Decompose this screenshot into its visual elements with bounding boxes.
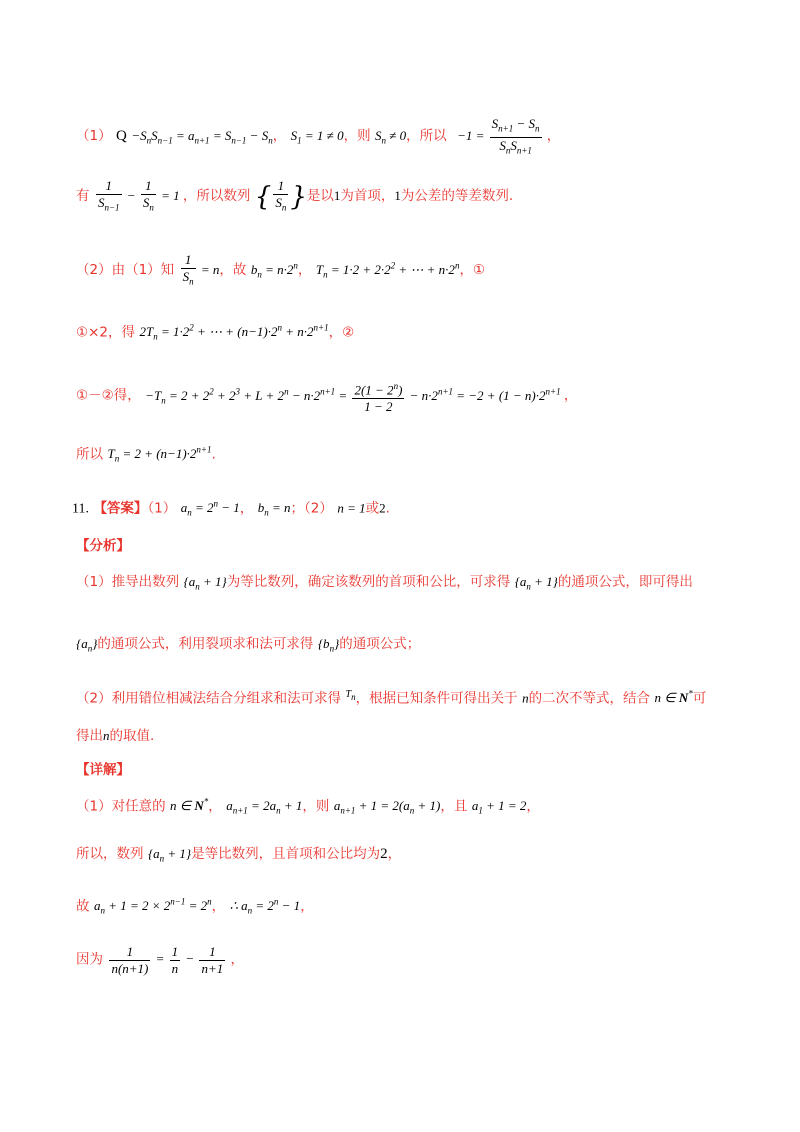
therefore-symbol: Q: [116, 128, 127, 145]
tn-sum: $T_n = 1\cdot 2 + 2\cdot 2^2$ + ⋯ + $n\cdot 2^n$: [315, 260, 460, 280]
part1-equation: $-S_nS_{n-1} = a_{n+1} = S_{n-1} - S_n$: [131, 128, 273, 146]
detail-line4: 因为 $\frac{1}{n(n+1)}$ = $\frac{1}{n}$ − $\frac{1}{n+1}$ ，: [76, 944, 244, 976]
diff-equation: $\frac{1}{S_{n-1}}$ − $\frac{1}{S_n}$ = 1: [97, 178, 183, 213]
analysis-line1: （1）推导出数列 $\{a_n + 1\}$为等比数列，确定该数列的首项和公比，可求得 $\{a_n + 1\}$的通项公式，即可得出: [76, 574, 693, 592]
tn-result: $T_n = 2 + (n-1)\cdot 2^{n+1}$: [107, 445, 212, 464]
recip-equation: −1 = $\frac{S_{n+1} - S_n}{S_nS_{n+1}}$: [457, 116, 540, 156]
analysis-tag: 【分析】: [76, 538, 130, 554]
q11-answer-line: 11. 【答案】（1） $a_n = 2^n - 1$， $b_n = n$；（2） n = 1或2.: [72, 499, 390, 518]
part1-label: （1）: [76, 128, 112, 145]
detail-tag: 【详解】: [76, 762, 130, 778]
part2-line2: ①×2，得 $2T_n = 1\cdot 2^2$ + ⋯ + $(n-1)\cdot 2^n + n\cdot 2^{n+1}$，②: [76, 323, 355, 342]
part2-line4: 所以 $T_n = 2 + (n-1)\cdot 2^{n+1}$.: [76, 445, 216, 464]
subtraction-result: $-T_n = 2 + 2^2 + 2^3 + L + 2^n - n\cdot 2^{n+1}$ = $\frac{2(1 - 2^n)}{1 - 2}$ − $n\cdot 2^{n+1} = -2 + (1 - n)\cdot 2^{n+1}$: [145, 388, 564, 403]
s1-value: $S_1 = 1 \ne 0$: [290, 128, 344, 146]
part2-line3: ①－②得， $-T_n = 2 + 2^2 + 2^3 + L + 2^n - n\cdot 2^{n+1}$ = $\frac{2(1 - 2^n)}{1 - 2}$ − $n\cdot 2^{n+1} = -2 + (1 - n)\cdot 2^{n+1}$ ，: [76, 378, 577, 415]
part1-line2: 有 $\frac{1}{S_{n-1}}$ − $\frac{1}{S_n}$ = 1 ，所以数列 { $\frac{1}{S_n}$ }是以1为首项，1为公差的等差数列.: [76, 178, 514, 213]
analysis-line4: 得出n的取值.: [76, 728, 155, 744]
sn-nonzero: $S_n \ne 0$: [375, 128, 407, 146]
detail-line1: （1）对任意的 n ∈ N*， $a_{n+1} = 2a_n + 1$，则 $a_{n+1} + 1 = 2(a_n + 1)$，且 $a_1 + 1 = 2$，: [76, 797, 540, 816]
analysis-line2: $\{a_n\}$的通项公式，利用裂项求和法可求得 $\{b_n\}$的通项公式；: [76, 636, 421, 654]
sequence-recip-sn: { $\frac{1}{S_n}$ }: [254, 178, 307, 213]
detail-line3: 故 $a_n + 1 = 2 \times 2^{n-1} = 2^n$， ∴ $a_n = 2^n - 1$，: [76, 897, 314, 916]
analysis-line3: （2）利用错位相减法结合分组求和法可求得 $^{T_n}$，根据已知条件可得出关于 n的二次不等式，结合 n ∈ N*可: [76, 688, 707, 707]
answer-tag: 【答案】: [93, 500, 148, 517]
q11-number: 11.: [72, 501, 89, 517]
part1-line1: （1） $Q -S_nS_{n-1} = a_{n+1} = S_{n-1} - S_n$， $S_1 = 1 \ne 0$，则 $S_n \ne 0$，所以 −1 = $\frac{S_{n+1} - S_n}{S_nS_{n+1}}$ ，: [76, 116, 561, 156]
2tn-sum: $2T_n = 1\cdot 2^2$ + ⋯ + $(n-1)\cdot 2^n + n\cdot 2^{n+1}$: [139, 323, 329, 342]
detail-line2: 所以，数列 $\{a_n + 1\}$是等比数列，且首项和公比均为2，: [76, 846, 402, 864]
part2-line1: （2）由（1）知 $\frac{1}{S_n}$ = n，故 $b_n = n\cdot 2^n$， $T_n = 1\cdot 2 + 2\cdot 2^2$ + ⋯ + $n\cdot 2^n$，①: [76, 252, 486, 287]
